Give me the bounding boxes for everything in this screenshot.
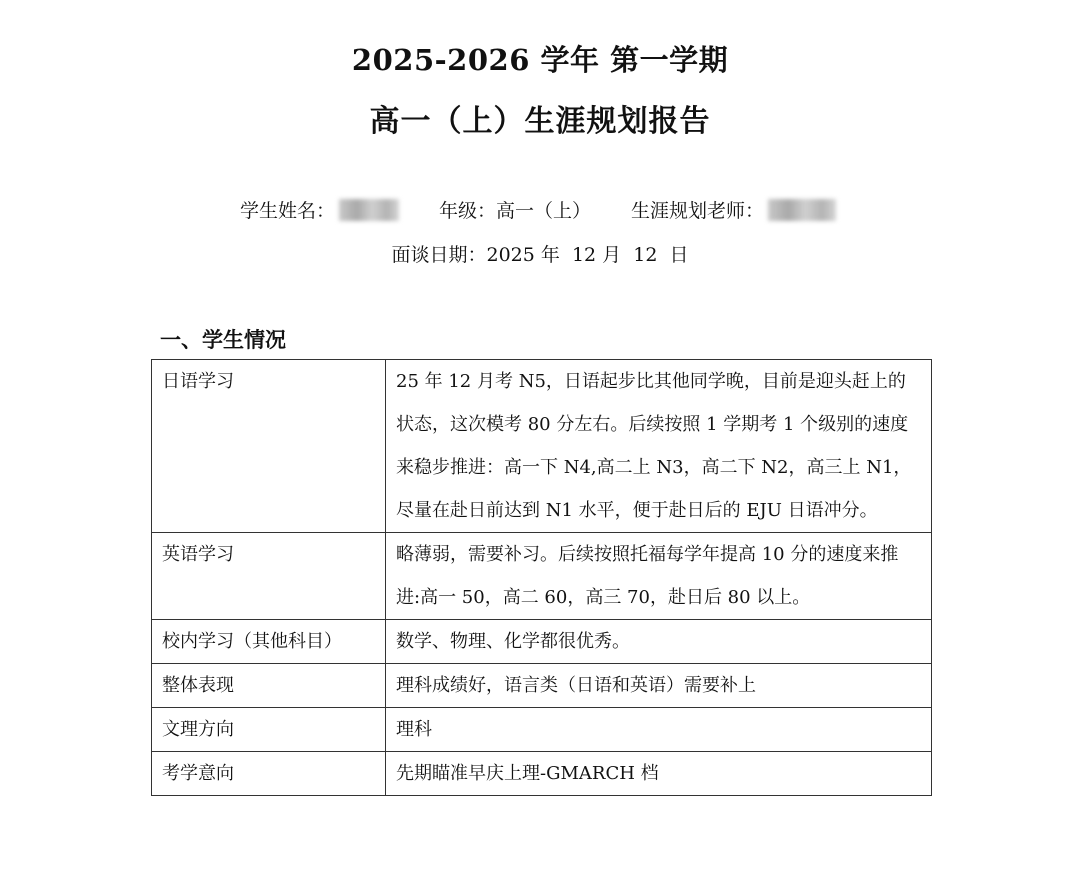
row-label-track: 文理方向	[152, 708, 386, 752]
student-status-table	[151, 359, 932, 796]
grade-value: 高一（上）	[496, 200, 592, 222]
row-content-school-subjects: 数学、物理、化学都很优秀。	[386, 620, 932, 664]
row-label-english: 英语学习	[152, 533, 386, 620]
interview-date-value: 2025 年 12 月 12 日	[486, 244, 689, 266]
table-row	[152, 360, 932, 533]
row-content-track: 理科	[386, 708, 932, 752]
grade-label: 年级：	[438, 200, 496, 222]
report-term-title: 2025-2026 学年 第一学期	[351, 43, 729, 77]
section-student-status-title: 一、学生情况	[160, 327, 286, 352]
table-row	[152, 708, 932, 752]
teacher-label: 生涯规划老师：	[631, 200, 765, 222]
row-content-target: 先期瞄准早庆上理-GMARCH 档	[386, 752, 932, 796]
report-title: 高一（上）生涯规划报告	[369, 104, 711, 139]
table-row	[152, 752, 932, 796]
row-content-overall: 理科成绩好，语言类（日语和英语）需要补上	[386, 664, 932, 708]
interview-date-label: 面谈日期：	[391, 244, 487, 266]
row-label-school-subjects: 校内学习（其他科目）	[152, 620, 386, 664]
row-label-japanese: 日语学习	[152, 360, 386, 533]
interview-date-row	[0, 240, 1080, 267]
row-label-target: 考学意向	[152, 752, 386, 796]
row-label-overall: 整体表现	[152, 664, 386, 708]
student-name-redacted	[339, 199, 399, 221]
student-info-row	[0, 196, 1080, 223]
table-row	[152, 533, 932, 620]
teacher-name-redacted	[768, 199, 836, 221]
row-content-english: 略薄弱，需要补习。后续按照托福每学年提高 10 分的速度来推进:高一 50，高二 60，高三 70，赴日后 80 以上。	[386, 533, 932, 620]
row-content-japanese: 25 年 12 月考 N5，日语起步比其他同学晚，目前是迎头赶上的状态，这次模考 80 分左右。后续按照 1 学期考 1 个级别的速度来稳步推进：高一下 N4,高二上 N3，高二下 N2，高三上 N1，尽量在赴日前达到 N1 水平，便于赴日后的 EJU 日语冲分。	[386, 360, 932, 533]
table-row	[152, 664, 932, 708]
student-name-label: 学生姓名：	[239, 200, 335, 222]
table-row	[152, 620, 932, 664]
